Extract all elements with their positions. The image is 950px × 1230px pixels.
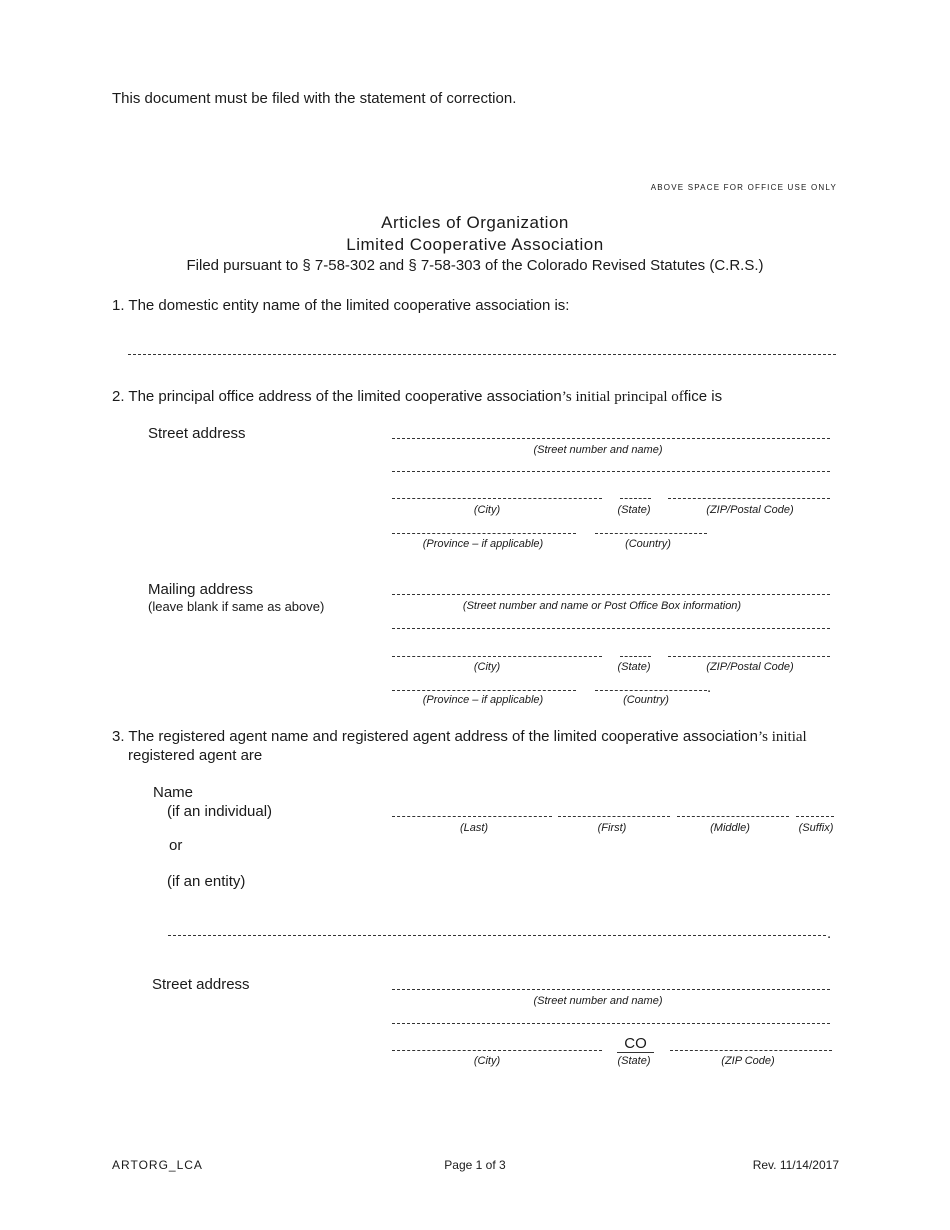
agent-last-name-field[interactable]: [392, 816, 552, 817]
page-number: Page 1 of 3: [444, 1158, 506, 1172]
section3-text: 3. The registered agent name and registered agent address of the limited cooperative association’s initial: [112, 728, 807, 745]
principal-province-field[interactable]: [392, 533, 576, 534]
mailing-address-label: Mailing address: [148, 581, 254, 598]
mailing-zip-caption: (ZIP/Postal Code): [706, 661, 794, 673]
filing-notice: This document must be filed with the statement of correction.: [112, 90, 517, 107]
form-title: Articles of Organization: [381, 213, 569, 232]
mailing-zip-field[interactable]: [668, 656, 830, 657]
agent-suffix-field[interactable]: [796, 816, 834, 817]
mailing-street-field-2[interactable]: [392, 628, 830, 629]
agent-name-label: Name: [153, 784, 194, 801]
section2-text: 2. The principal office address of the limited cooperative association’s initial principal office is: [112, 388, 723, 405]
agent-entity-label: (if an entity): [167, 873, 246, 890]
principal-city-field[interactable]: [392, 498, 602, 499]
agent-first-name-field[interactable]: [558, 816, 670, 817]
entity-name-field[interactable]: [128, 354, 836, 355]
mailing-street-field[interactable]: [392, 594, 830, 595]
mailing-province-caption: (Province – if applicable): [422, 694, 544, 706]
agent-last-caption: (Last): [459, 822, 489, 834]
principal-country-caption: (Country): [625, 538, 671, 550]
agent-suffix-caption: (Suffix): [798, 822, 834, 834]
agent-street-field-2[interactable]: [392, 1023, 830, 1024]
principal-country-field[interactable]: [595, 533, 707, 534]
principal-street-label: Street address: [148, 425, 246, 442]
mailing-state-caption: (State): [617, 661, 651, 673]
mailing-city-caption: (City): [473, 661, 501, 673]
agent-zip-field[interactable]: [670, 1050, 832, 1051]
agent-entity-name-field[interactable]: [168, 935, 826, 936]
agent-individual-label: (if an individual): [167, 803, 273, 820]
section1-text: 1. The domestic entity name of the limited cooperative association is:: [112, 297, 570, 314]
mailing-period: .: [707, 679, 712, 696]
mailing-state-field[interactable]: [620, 656, 651, 657]
mailing-city-field[interactable]: [392, 656, 602, 657]
principal-street-field-2[interactable]: [392, 471, 830, 472]
agent-state-value[interactable]: CO: [617, 1036, 654, 1053]
agent-state-caption: (State): [617, 1055, 651, 1067]
agent-entity-period: .: [827, 925, 832, 942]
principal-city-caption: (City): [473, 504, 501, 516]
agent-first-caption: (First): [597, 822, 627, 834]
principal-zip-caption: (ZIP/Postal Code): [706, 504, 794, 516]
revision-date: Rev. 11/14/2017: [752, 1158, 839, 1172]
agent-street-caption: (Street number and name): [533, 995, 663, 1007]
agent-zip-caption: (ZIP Code): [721, 1055, 775, 1067]
agent-middle-caption: (Middle): [710, 822, 750, 834]
agent-or-label: or: [169, 837, 183, 854]
agent-city-caption: (City): [473, 1055, 501, 1067]
principal-street-field[interactable]: [392, 438, 830, 439]
principal-zip-field[interactable]: [668, 498, 830, 499]
office-use-label: ABOVE SPACE FOR OFFICE USE ONLY: [650, 183, 837, 192]
agent-street-label: Street address: [152, 976, 250, 993]
mailing-country-caption: (Country): [623, 694, 669, 706]
mailing-street-caption: (Street number and name or Post Office Box information): [462, 600, 742, 612]
principal-state-field[interactable]: [620, 498, 651, 499]
principal-street-caption: (Street number and name): [533, 444, 663, 456]
statute-reference: Filed pursuant to § 7-58-302 and § 7-58-303 of the Colorado Revised Statutes (C.R.S.): [186, 257, 764, 274]
form-id: ARTORG_LCA: [112, 1158, 203, 1172]
section3-text-line2: registered agent are: [128, 747, 263, 764]
principal-province-caption: (Province – if applicable): [422, 538, 544, 550]
agent-street-field[interactable]: [392, 989, 830, 990]
mailing-province-field[interactable]: [392, 690, 576, 691]
mailing-address-note: (leave blank if same as above): [148, 599, 325, 614]
agent-middle-name-field[interactable]: [677, 816, 789, 817]
mailing-country-field[interactable]: [595, 690, 707, 691]
form-subtitle: Limited Cooperative Association: [346, 235, 604, 254]
principal-state-caption: (State): [617, 504, 651, 516]
agent-city-field[interactable]: [392, 1050, 602, 1051]
